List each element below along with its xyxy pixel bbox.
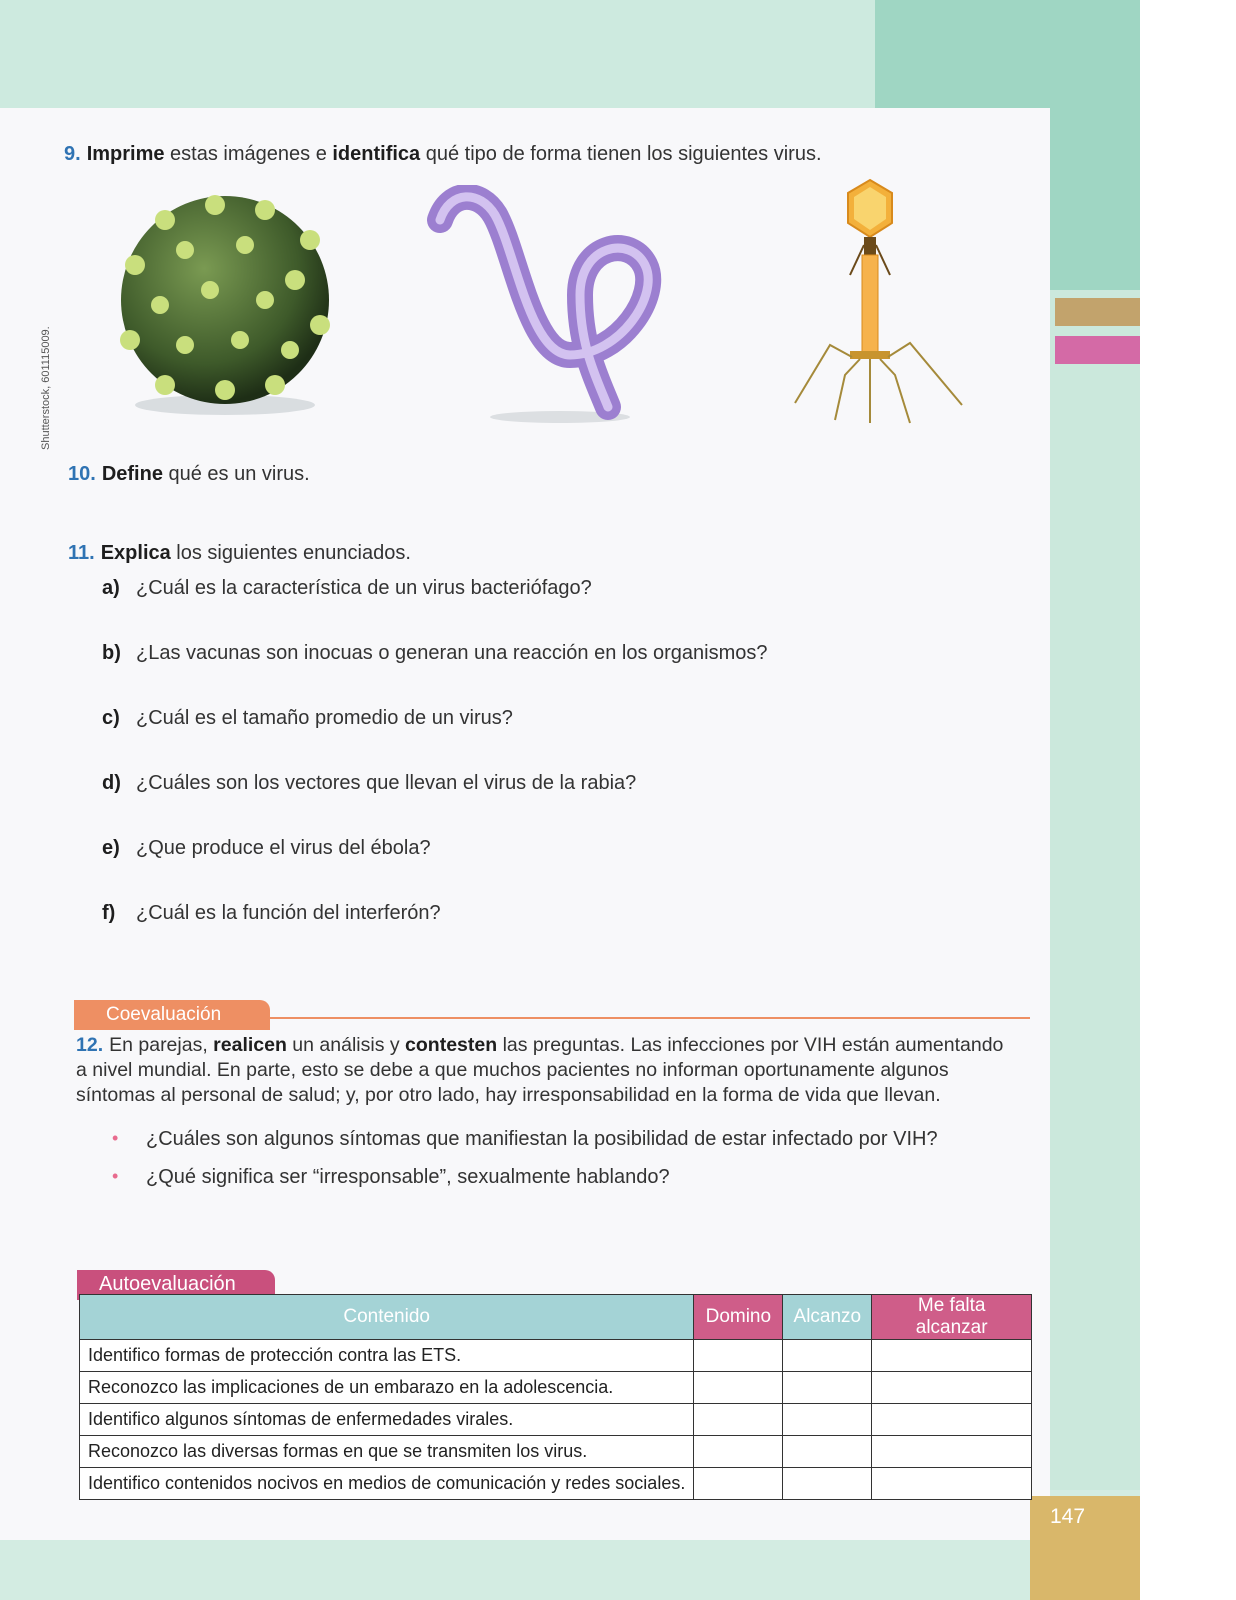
bacteriophage-image — [790, 175, 970, 435]
me-falta-alcanzar-checkbox-cell[interactable] — [872, 1372, 1032, 1404]
contenido-cell: Identifico contenidos nocivos en medios de comunicación y redes sociales. — [80, 1468, 694, 1500]
bullet-icon: • — [112, 1166, 119, 1186]
question-number: 10. — [68, 463, 96, 485]
alcanzo-checkbox-cell[interactable] — [783, 1468, 872, 1500]
me-falta-alcanzar-checkbox-cell[interactable] — [872, 1468, 1032, 1500]
right-margin-band — [1050, 290, 1140, 1490]
table-row — [80, 1372, 1032, 1404]
table-row — [80, 1340, 1032, 1372]
page-edge — [1140, 0, 1236, 1600]
question-number: 11. — [68, 542, 95, 564]
domino-checkbox-cell[interactable] — [694, 1436, 783, 1468]
me-falta-alcanzar-checkbox-cell[interactable] — [872, 1404, 1032, 1436]
filamentous-virus-image — [420, 185, 680, 425]
autoevaluacion-table — [79, 1294, 1032, 1500]
page-number: 147 — [1050, 1505, 1086, 1528]
column-header-alcanzo: Alcanzo — [783, 1295, 872, 1340]
question-11: 11. Explica los siguientes enunciados. — [68, 542, 411, 564]
question-11-item: e) ¿Que produce el virus del ébola? — [102, 837, 431, 859]
autoevaluacion-heading: Autoevaluación — [77, 1270, 275, 1300]
question-number: 12. — [76, 1034, 104, 1056]
section-tab-gold — [1055, 298, 1140, 326]
table-row — [80, 1468, 1032, 1500]
alcanzo-checkbox-cell[interactable] — [783, 1436, 872, 1468]
alcanzo-checkbox-cell[interactable] — [783, 1340, 872, 1372]
column-header-me-falta-alcanzar: Me falta alcanzar — [872, 1295, 1032, 1340]
question-11-item: a) ¿Cuál es la característica de un virus bacteriófago? — [102, 577, 592, 599]
bullet-icon: • — [112, 1128, 119, 1148]
question-12: 12. En parejas, realicen un análisis y contesten las preguntas. Las infecciones por VIH están aumentando a nivel mundial. En parte, esto se debe a que muchos pacientes no informan oportunamente algunos síntomas al personal de salud; y, por otro lado, hay irresponsabilidad en la forma de vida que llevan. — [76, 1034, 1004, 1106]
question-12-bullet: • ¿Cuáles son algunos síntomas que manifiestan la posibilidad de estar infectado por VIH? — [112, 1128, 938, 1150]
table-row — [80, 1404, 1032, 1436]
question-9: 9. Imprime estas imágenes e identifica qué tipo de forma tienen los siguientes virus. — [64, 143, 822, 165]
me-falta-alcanzar-checkbox-cell[interactable] — [872, 1436, 1032, 1468]
question-number: 9. — [64, 143, 81, 165]
spherical-virus-image — [105, 180, 345, 420]
me-falta-alcanzar-checkbox-cell[interactable] — [872, 1340, 1032, 1372]
contenido-cell: Identifico formas de protección contra las ETS. — [80, 1340, 694, 1372]
contenido-cell: Reconozco las diversas formas en que se transmiten los virus. — [80, 1436, 694, 1468]
question-12-bullet: • ¿Qué significa ser “irresponsable”, sexualmente hablando? — [112, 1166, 670, 1188]
image-credit: Shutterstock, 601115009. — [40, 326, 52, 450]
top-band — [0, 0, 875, 110]
question-11-item: f) ¿Cuál es la función del interferón? — [102, 902, 441, 924]
page-number-box — [1030, 1496, 1155, 1600]
question-10: 10. Define qué es un virus. — [68, 463, 310, 485]
question-11-item: d) ¿Cuáles son los vectores que llevan el virus de la rabia? — [102, 772, 637, 794]
domino-checkbox-cell[interactable] — [694, 1372, 783, 1404]
alcanzo-checkbox-cell[interactable] — [783, 1404, 872, 1436]
question-11-item: c) ¿Cuál es el tamaño promedio de un virus? — [102, 707, 513, 729]
column-header-contenido: Contenido — [80, 1295, 694, 1340]
domino-checkbox-cell[interactable] — [694, 1404, 783, 1436]
column-header-domino: Domino — [694, 1295, 783, 1340]
contenido-cell: Reconozco las implicaciones de un embarazo en la adolescencia. — [80, 1372, 694, 1404]
section-tab-pink — [1055, 336, 1140, 364]
domino-checkbox-cell[interactable] — [694, 1468, 783, 1500]
contenido-cell: Identifico algunos síntomas de enfermedades virales. — [80, 1404, 694, 1436]
table-header-row — [80, 1295, 1032, 1340]
alcanzo-checkbox-cell[interactable] — [783, 1372, 872, 1404]
question-11-item: b) ¿Las vacunas son inocuas o generan una reacción en los organismos? — [102, 642, 768, 664]
domino-checkbox-cell[interactable] — [694, 1340, 783, 1372]
coevaluacion-heading: Coevaluación — [74, 1000, 270, 1030]
coevaluacion-rule — [270, 1017, 1030, 1019]
table-row — [80, 1436, 1032, 1468]
